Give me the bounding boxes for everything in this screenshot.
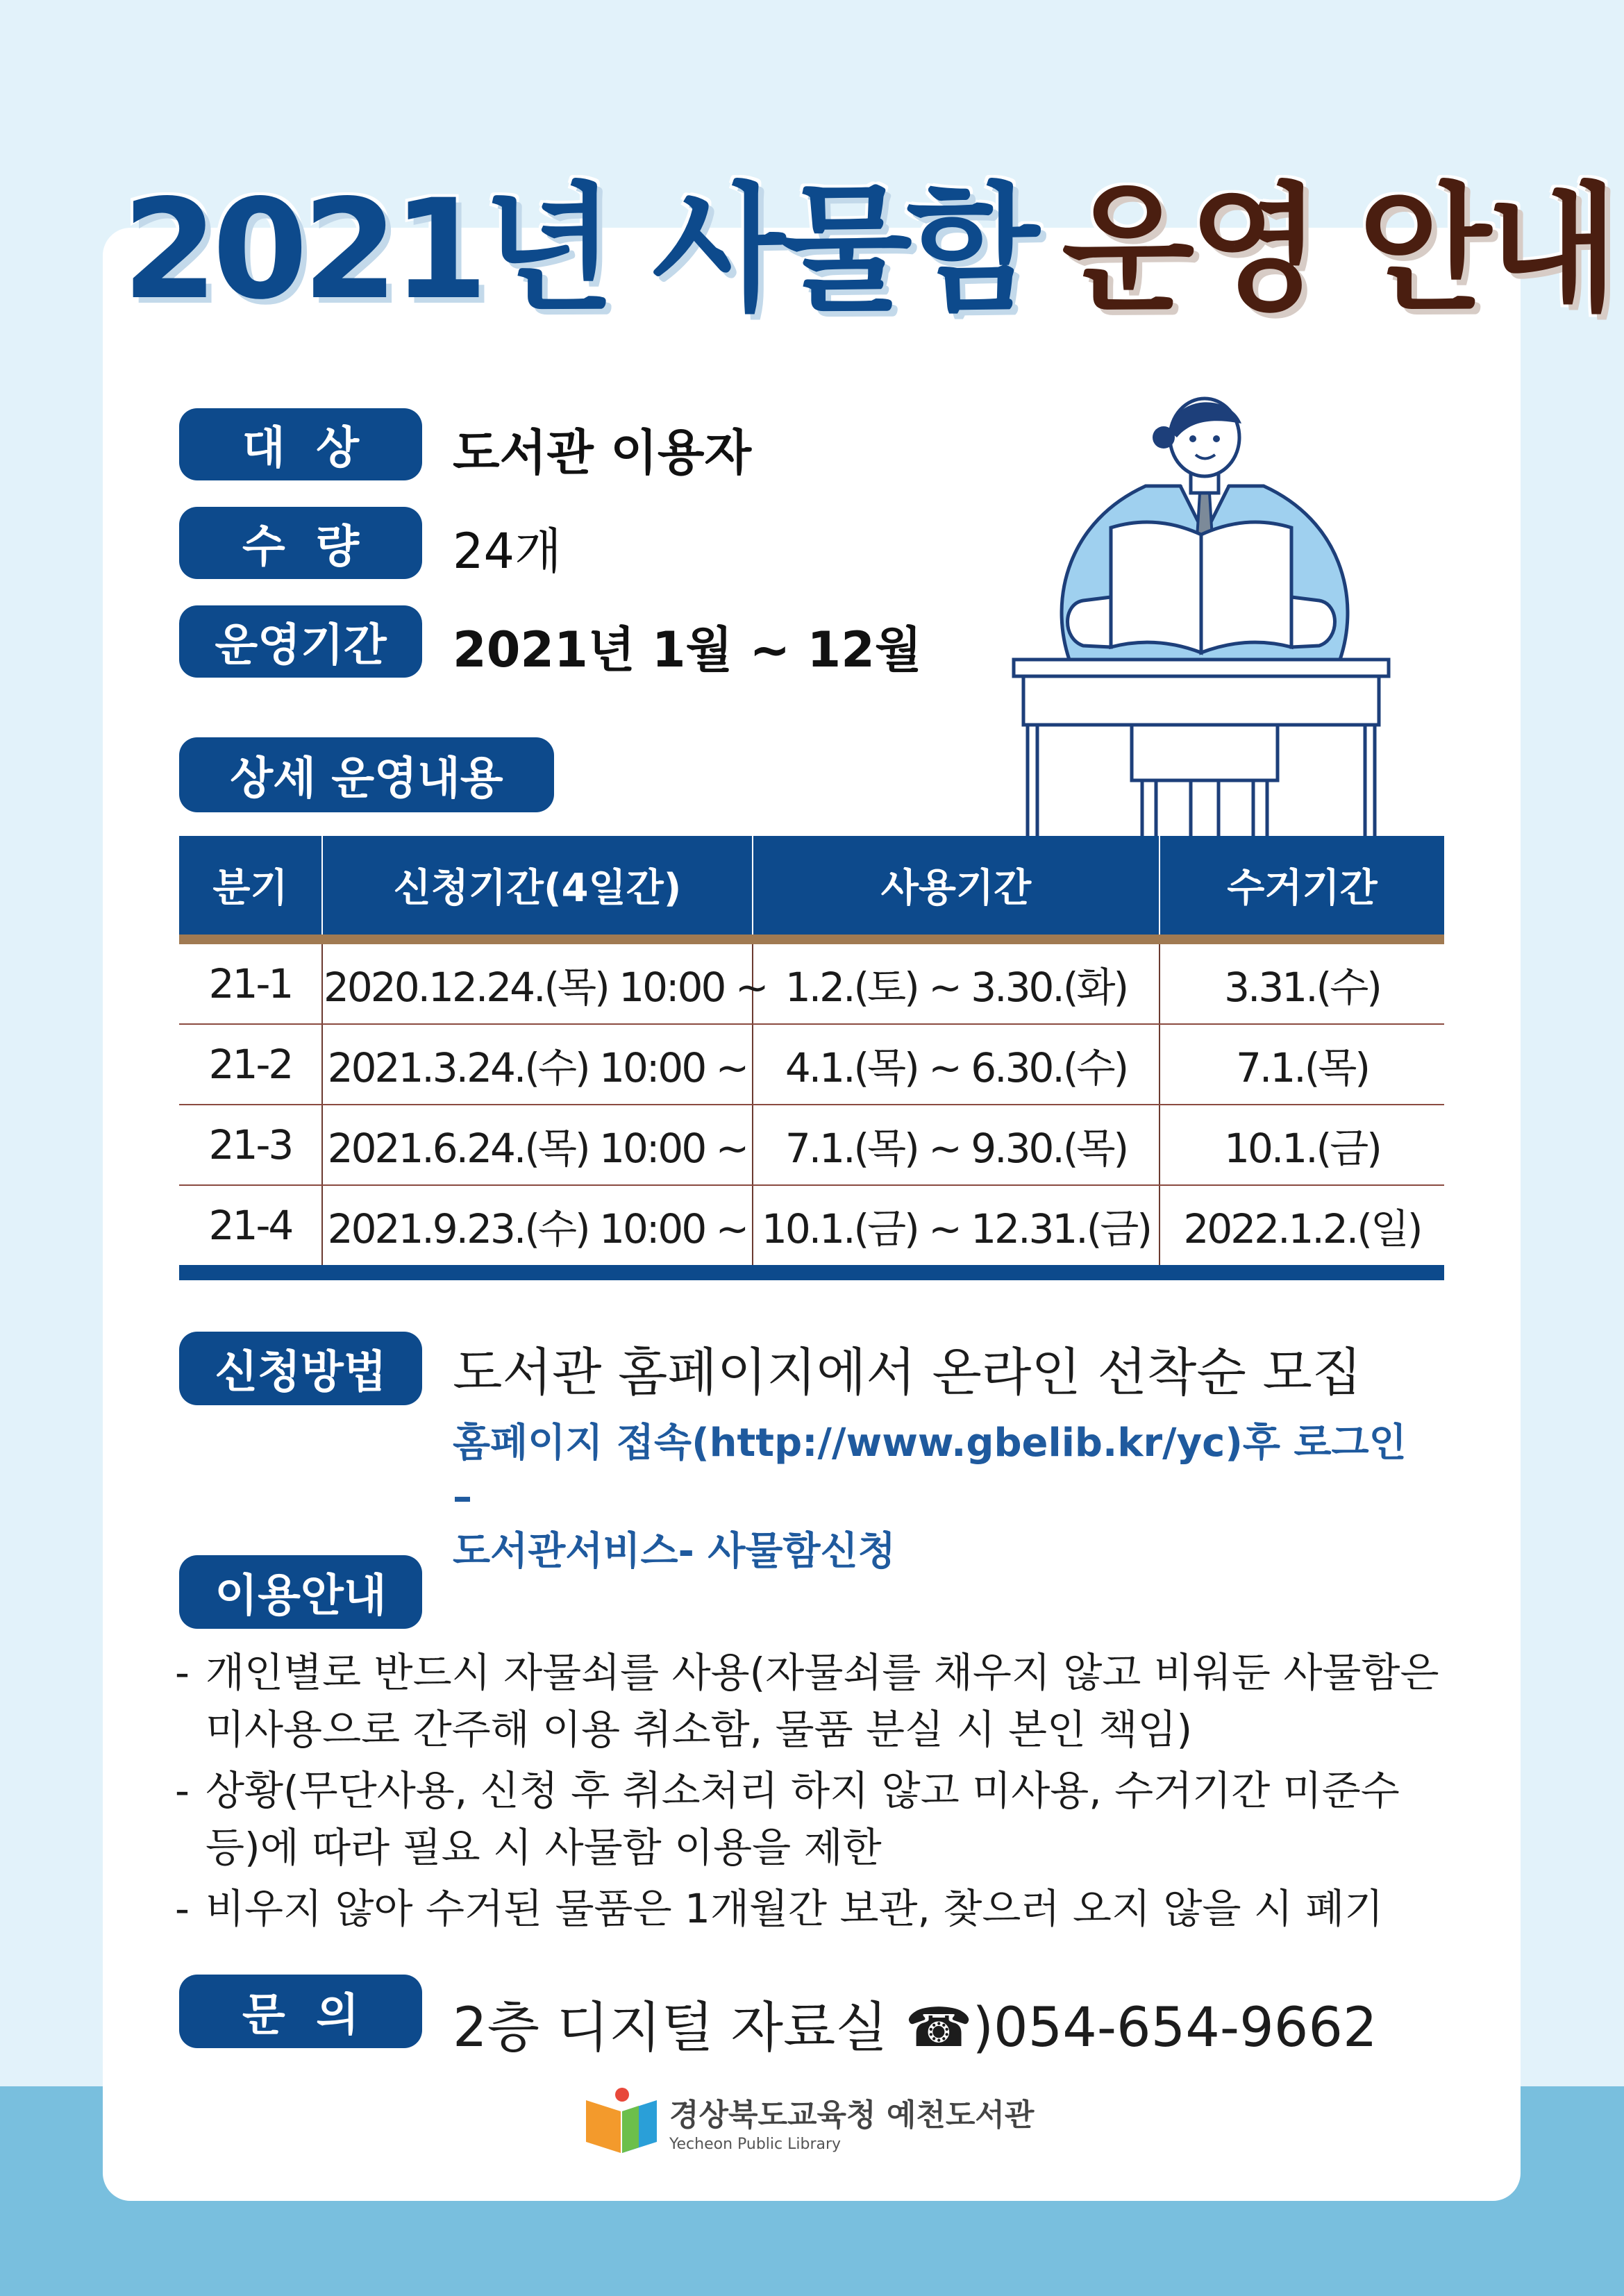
schedule-table bbox=[179, 836, 1444, 1280]
cell-apply: 2021.6.24.(목) 10:00 ~ bbox=[322, 1105, 753, 1185]
list-item: - 개인별로 반드시 자물쇠를 사용(자물쇠를 채우지 않고 비워둔 사물함은 미사용으로 간주해 이용 취소함, 물품 분실 시 본인 책임) bbox=[175, 1649, 1439, 1753]
quantity-label-text: 수 량 bbox=[242, 521, 360, 573]
list-item: - 상황(무단사용, 신청 후 취소처리 하지 않고 미사용, 수거기간 미준수 등)에 따라 필요 시 사물함 이용을 제한 bbox=[175, 1767, 1400, 1871]
guide-item-text: 상황(무단사용, 신청 후 취소처리 하지 않고 미사용, 수거기간 미준수 등)에 따라 필요 시 사물함 이용을 제한 bbox=[206, 1767, 1400, 1871]
method-link-line-1[interactable]: 홈페이지 접속(http://www.gbelib.kr/yc)후 로그인 – bbox=[453, 1421, 1407, 1520]
detail-label bbox=[179, 737, 554, 812]
target-label bbox=[179, 408, 422, 480]
quantity-label bbox=[179, 507, 422, 579]
method-text: 도서관 홈페이지에서 온라인 선착순 모집 bbox=[453, 1343, 1362, 1402]
cell-quarter: 21-2 bbox=[179, 1024, 322, 1105]
table-header-row bbox=[179, 836, 1444, 939]
cell-quarter: 21-3 bbox=[179, 1105, 322, 1185]
cell-quarter: 21-4 bbox=[208, 1202, 292, 1249]
guide-item-text: 개인별로 반드시 자물쇠를 사용(자물쇠를 채우지 않고 비워둔 사물함은 미사용으로 간주해 이용 취소함, 물품 분실 시 본인 책임) bbox=[206, 1649, 1439, 1753]
reading-person-illustration bbox=[1007, 389, 1409, 847]
table-row bbox=[179, 1024, 1444, 1105]
cell-apply: 2021.3.24.(수) 10:00 ~ bbox=[322, 1024, 753, 1105]
library-logo-text bbox=[669, 2090, 1034, 2153]
guide-label bbox=[179, 1555, 422, 1629]
guide-list bbox=[175, 1644, 1459, 1941]
contact-label-text: 문 의 bbox=[242, 1990, 360, 2041]
title-part-1: 2021년 사물함 bbox=[122, 169, 1035, 330]
period-label bbox=[179, 605, 422, 678]
cell-collect: 10.1.(금) bbox=[1160, 1105, 1444, 1185]
cell-use: 1.2.(토) ~ 3.30.(화) bbox=[753, 939, 1160, 1024]
method-instructions bbox=[453, 1416, 1439, 1579]
library-name-en: Yecheon Public Library bbox=[669, 2135, 842, 2153]
library-name: 경상북도교육청 예천도서관 bbox=[669, 2097, 1035, 2133]
cell-use: 7.1.(목) ~ 9.30.(목) bbox=[753, 1105, 1160, 1185]
cell-quarter: 21-1 bbox=[179, 939, 322, 1024]
list-item: - 비우지 않아 수거된 물품은 1개월간 보관, 찾으러 오지 않을 시 폐기 bbox=[175, 1885, 1384, 1932]
header-quarter: 분기 bbox=[179, 836, 322, 939]
guide-item-text: 비우지 않아 수거된 물품은 1개월간 보관, 찾으러 오지 않을 시 폐기 bbox=[206, 1885, 1384, 1932]
table-row bbox=[179, 1185, 1444, 1265]
table-row bbox=[179, 1105, 1444, 1185]
cell-collect: 3.31.(수) bbox=[1160, 939, 1444, 1024]
quantity-value: 24개 bbox=[453, 523, 562, 580]
method-label-text: 신청방법 bbox=[215, 1347, 387, 1398]
header-collect-period: 수거기간 bbox=[1160, 836, 1444, 939]
cell-collect: 2022.1.2.(일) bbox=[1160, 1185, 1444, 1265]
cell-apply: 2021.9.23.(수) 10:00 ~ bbox=[322, 1185, 753, 1265]
title-part-2: 운영 안내 bbox=[1062, 169, 1614, 330]
cell-apply: 2020.12.24.(목) 10:00 ~ bbox=[322, 939, 753, 1024]
cell-use: 10.1.(금) ~ 12.31.(금) bbox=[753, 1185, 1160, 1265]
method-link-line-2: 도서관서비스- 사물함신청 bbox=[453, 1529, 896, 1574]
header-apply-period: 신청기간(4일간) bbox=[322, 836, 753, 939]
poster-title bbox=[122, 139, 1614, 330]
contact-label bbox=[179, 1975, 422, 2048]
header-use-period: 사용기간 bbox=[753, 836, 1160, 939]
guide-label-text: 이용안내 bbox=[215, 1570, 387, 1622]
table-row bbox=[179, 939, 1444, 1024]
library-logo-icon bbox=[583, 2086, 660, 2156]
target-value: 도서관 이용자 bbox=[453, 424, 752, 481]
detail-label-text: 상세 운영내용 bbox=[230, 753, 503, 805]
target-label-text: 대 상 bbox=[242, 423, 360, 474]
period-value: 2021년 1월 ~ 12월 bbox=[453, 621, 922, 678]
library-logo bbox=[583, 2086, 1034, 2156]
method-label bbox=[179, 1332, 422, 1405]
period-label-text: 운영기간 bbox=[215, 620, 387, 671]
cell-collect: 7.1.(목) bbox=[1160, 1024, 1444, 1105]
cell-use: 4.1.(목) ~ 6.30.(수) bbox=[753, 1024, 1160, 1105]
table-bottom-rule bbox=[179, 1265, 1444, 1280]
contact-text: 2층 디지털 자료실 ☎)054-654-9662 bbox=[453, 1997, 1378, 2059]
